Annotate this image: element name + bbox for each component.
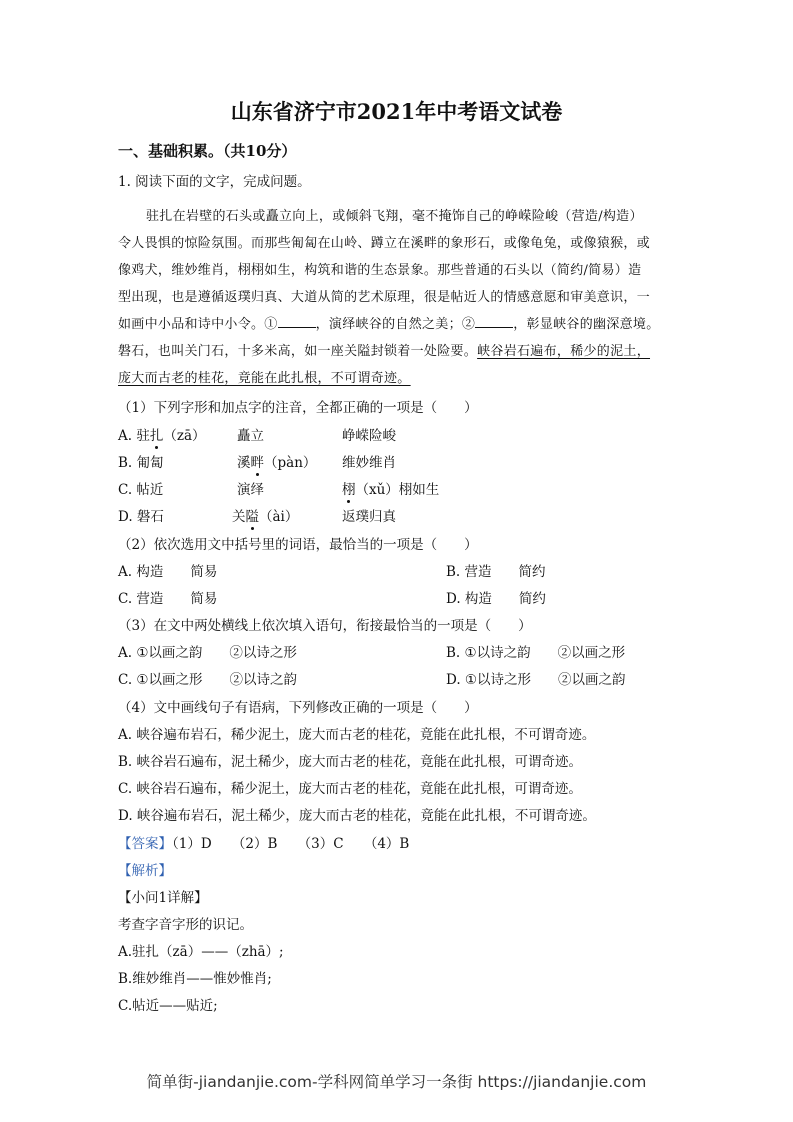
option-c: C. 帖近 — [118, 482, 164, 498]
dotted-char: 畔 — [250, 455, 264, 471]
option-a-word: 矗立 — [237, 428, 264, 444]
answer-tag: 【答案】 — [118, 836, 172, 852]
option-a: A. 构造 简易 — [118, 564, 218, 580]
question-intro: 1. 阅读下面的文字，完成问题。 — [118, 174, 311, 190]
passage-line — [118, 313, 660, 332]
option-b: B. 峡谷岩石遍布，泥土稀少，庞大而古老的桂花，竟能在此扎根，可谓奇迹。 — [118, 754, 583, 770]
option-a: A. 峡谷遍布岩石，稀少泥土，庞大而古老的桂花，竟能在此扎根，不可谓奇迹。 — [118, 727, 596, 743]
option-c: C. ①以画之形 ②以诗之韵 — [118, 672, 298, 688]
detail-heading: 【小问1详解】 — [118, 890, 208, 906]
dotted-char: 扎 — [149, 428, 164, 444]
passage-line — [118, 340, 650, 359]
option-d-word: 关隘（ài） — [232, 509, 299, 525]
page-title: 山东省济宁市2021年中考语文试卷 — [230, 99, 563, 124]
sub-question-stem: （1）下列字形和加点字的注音，全都正确的一项是（ ） — [118, 400, 478, 416]
passage-line: 令人畏惧的惊险氛围。而那些匍匐在山岭、蹲立在溪畔的象形石，或像龟兔，或像猿猴，或 — [118, 236, 651, 251]
answer-line — [118, 832, 409, 852]
analysis-tag: 【解析】 — [118, 863, 172, 879]
passage-line: 驻扎在岩壁的石头或矗立向上，或倾斜飞翔，毫不掩饰自己的峥嵘险峻（营造/构造） — [146, 209, 643, 224]
option-b-word: 溪畔（pàn） — [237, 455, 317, 471]
option-c: C. 营造 简易 — [118, 591, 218, 607]
underlined-sentence: 庞大而古老的桂花，竟能在此扎根，不可谓奇迹。 — [118, 371, 411, 386]
option-c: C. 峡谷岩石遍布，稀少泥土，庞大而古老的桂花，竟能在此扎根，可谓奇迹。 — [118, 781, 582, 797]
option-d: D. 峡谷遍布岩石，泥土稀少，庞大而古老的桂花，竟能在此扎根，不可谓奇迹。 — [118, 808, 596, 824]
option-a: A. 驻扎（zā） — [118, 428, 206, 444]
option-b: B. ①以诗之韵 ②以画之形 — [446, 645, 626, 661]
dotted-char: 隘 — [245, 509, 259, 525]
option-c-word: 栩（xǔ）栩如生 — [342, 482, 440, 498]
option-d-word: 返璞归真 — [342, 509, 396, 525]
blank-1 — [278, 317, 316, 328]
option-d: D. 磐石 — [118, 509, 164, 525]
section-heading: 一、基础积累。（共10分） — [118, 142, 297, 160]
option-a-word: 峥嵘险峻 — [342, 428, 396, 444]
passage-text: 磐石，也叫关门石，十多米高，如一座关隘封锁着一处险要。 — [118, 344, 478, 359]
detail-line: B.维妙维肖——惟妙惟肖; — [118, 971, 272, 987]
footer-watermark: 简单街-jiandanjie.com-学科网简单学习一条街 https://jiandanjie.com — [146, 1073, 647, 1091]
option-b: B. 营造 简约 — [446, 564, 546, 580]
dotted-char: 栩 — [342, 482, 356, 498]
sub-question-stem: （3）在文中两处横线上依次填入语句，衔接最恰当的一项是（ ） — [118, 618, 532, 634]
passage-text: 如画中小品和诗中小令。① — [118, 317, 278, 332]
detail-line: 考查字音字形的识记。 — [118, 917, 253, 933]
detail-line: A.驻扎（zā）——（zhā）; — [118, 944, 284, 960]
option-c-word: 演绎 — [237, 482, 264, 498]
option-d: D. ①以诗之形 ②以画之韵 — [446, 672, 626, 688]
option-b: B. 匍匐 — [118, 455, 164, 471]
passage-line: 型出现，也是遵循返璞归真、大道从简的艺术原理，很是帖近人的情感意愿和审美意识，一 — [118, 290, 651, 305]
passage-text: ，演绎峡谷的自然之美；② — [315, 317, 476, 332]
option-b-word: 维妙维肖 — [342, 455, 396, 471]
sub-question-stem: （2）依次选用文中括号里的词语，最恰当的一项是（ ） — [118, 537, 478, 553]
option-a: A. ①以画之韵 ②以诗之形 — [118, 645, 297, 661]
sub-question-stem: （4）文中画线句子有语病，下列修改正确的一项是（ ） — [118, 700, 478, 716]
option-d: D. 构造 简约 — [446, 591, 546, 607]
passage-line: 像鸡犬，维妙维肖，栩栩如生，构筑和谐的生态景象。那些普通的石头以（简约/简易）造 — [118, 263, 642, 278]
passage-text: ，彰显峡谷的幽深意境。 — [513, 317, 660, 332]
underlined-sentence: 峡谷岩石遍布，稀少的泥土， — [477, 344, 651, 359]
detail-line: C.帖近——贴近; — [118, 998, 218, 1014]
blank-2 — [475, 317, 513, 328]
answer-text: （1）D （2）B （3）C （4）B — [172, 836, 410, 852]
